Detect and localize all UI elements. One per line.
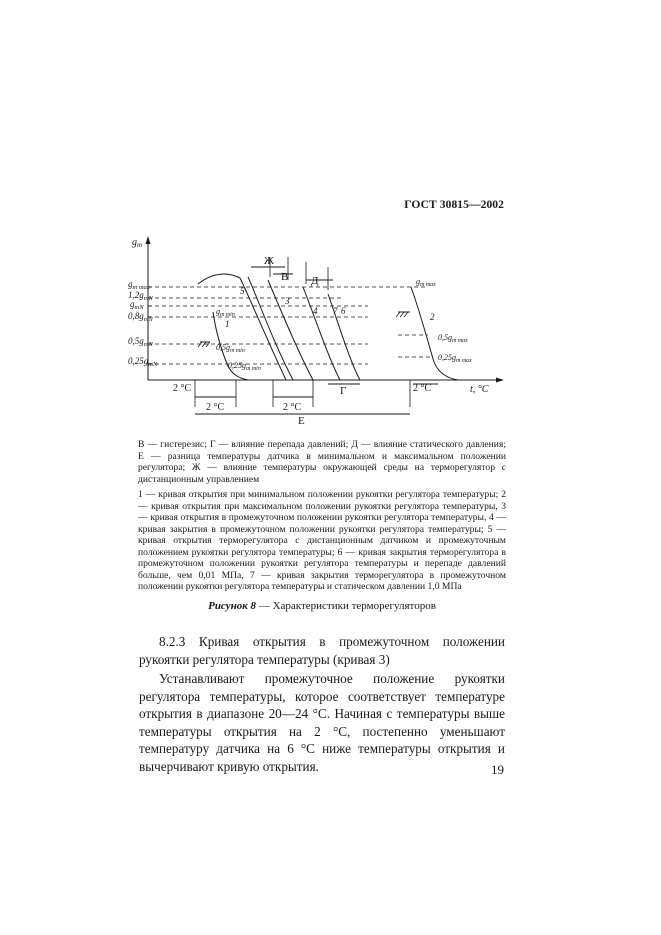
hatch-left <box>198 342 210 347</box>
body-paragraph: Устанавливают промежуточное положение рукоятки регулятора температуры, которое соответствует температуре открытия в диапазоне 20—24 °С. Начиная с температуры выше температуры открытия на 2 °С, постепенно уменьшают температуру датчика на 6 °С ниже температуры открытия и вычерчивают кривую открытия. <box>139 671 505 774</box>
svg-text:gm min: $g_{m min}$ <box>216 307 235 318</box>
figure-legend-abbrev: В — гистерезис; Г — влияние перепада давлений; Д — влияние статического давления; Е — разница температуры датчика в минимальном и максимальном положении регулятора; Ж — влияние температуры окружающей среды на терморегулятор с дистанционным управлением <box>138 439 506 485</box>
curve-label-4: 4 <box>313 306 318 316</box>
svg-text:0,5gmN: $0,5g_{mN}$ <box>128 336 153 348</box>
label-de: Д <box>311 275 319 287</box>
svg-text:2 °C: 2 °C <box>283 402 302 413</box>
svg-text:gm max: $g_{m max}$ <box>416 277 436 288</box>
level-lines <box>148 287 433 364</box>
figure-caption: Рисунок 8 — Характеристики терморегуляторов <box>208 600 436 612</box>
label-ve: В <box>281 271 289 283</box>
svg-text:0,8gmN: $0,8g_{mN}$ <box>128 311 153 323</box>
curve-3 <box>248 277 293 380</box>
label-ye: Е <box>298 415 305 427</box>
x-axis-label: t, °C <box>470 384 489 395</box>
figure-legend-curves: 1 — кривая открытия при минимальном положении рукоятки регулятора температуры; 2 — кривая открытия при максимальном положении рукоятки регулятора температуры, 3 — кривая открытия в промежуточном положении рукоятки регулятора температуры, 4 — кривая закрытия в промежуточном положении рукоятки регулятора температуры; 5 — кривая открытия терморегулятора с дистанционным датчиком и промежуточным положением рукоятки регулятора температуры; 6 — кривая закрытия терморегулятора в промежуточном положении рукоятки регулятора температуры и перепаде давлений больше, чем 0,01 МПа, 7 — кривая закрытия терморегулятора в промежуточном положении рукоятки регулятора температуры и статическом давлении 1,0 МПа <box>138 489 506 592</box>
svg-text:2 °C: 2 °C <box>173 383 192 394</box>
label-zhe: Ж <box>264 255 274 267</box>
svg-text:1,2gmN: $1,2g_{mN}$ <box>128 290 153 302</box>
svg-text:2 °C: 2 °C <box>206 402 225 413</box>
curve-7 <box>303 287 340 380</box>
curve-label-2: 2 <box>430 312 435 322</box>
svg-text:gmN: $g_{mN}$ <box>130 299 144 311</box>
curve-label-7: 7 <box>333 306 338 316</box>
document-header: ГОСТ 30815—2002 <box>404 199 504 211</box>
svg-text:gm: $g_m$ <box>132 237 143 249</box>
y-axis-arrow <box>146 236 151 244</box>
svg-text:0,25gmN: $0,25g_{mN}$ <box>128 356 158 368</box>
x-axis-arrow <box>496 378 504 383</box>
svg-text:gm max: $g_{m max}$ <box>128 279 150 291</box>
svg-text:0,25gm max: $0,25g_{m max}$ <box>438 353 472 364</box>
thermoregulator-characteristics-figure <box>128 232 518 427</box>
hatch-right <box>396 312 408 317</box>
page-number: 19 <box>491 762 504 777</box>
label-ge: Г <box>340 385 347 397</box>
figure-caption-label: Рисунок 8 <box>208 600 257 612</box>
curve-label-5: 5 <box>240 286 245 296</box>
curve-label-3: 3 <box>285 296 290 306</box>
svg-text:0,5gm min: $0,5g_{m min}$ <box>216 343 245 354</box>
svg-text:0,25gm min: $0,25g_{m min}$ <box>228 361 261 372</box>
curve-label-1: 1 <box>225 319 230 329</box>
svg-text:0,5gm max: $0,5g_{m max}$ <box>438 333 468 344</box>
section-heading-paragraph: 8.2.3 Кривая открытия в промежуточном положении рукоятки регулятора температуры (кривая 3) <box>139 634 505 667</box>
curve-label-6: 6 <box>341 306 346 316</box>
figure-caption-text: Характеристики терморегуляторов <box>272 600 436 612</box>
svg-text:2 °C: 2 °C <box>413 383 432 394</box>
